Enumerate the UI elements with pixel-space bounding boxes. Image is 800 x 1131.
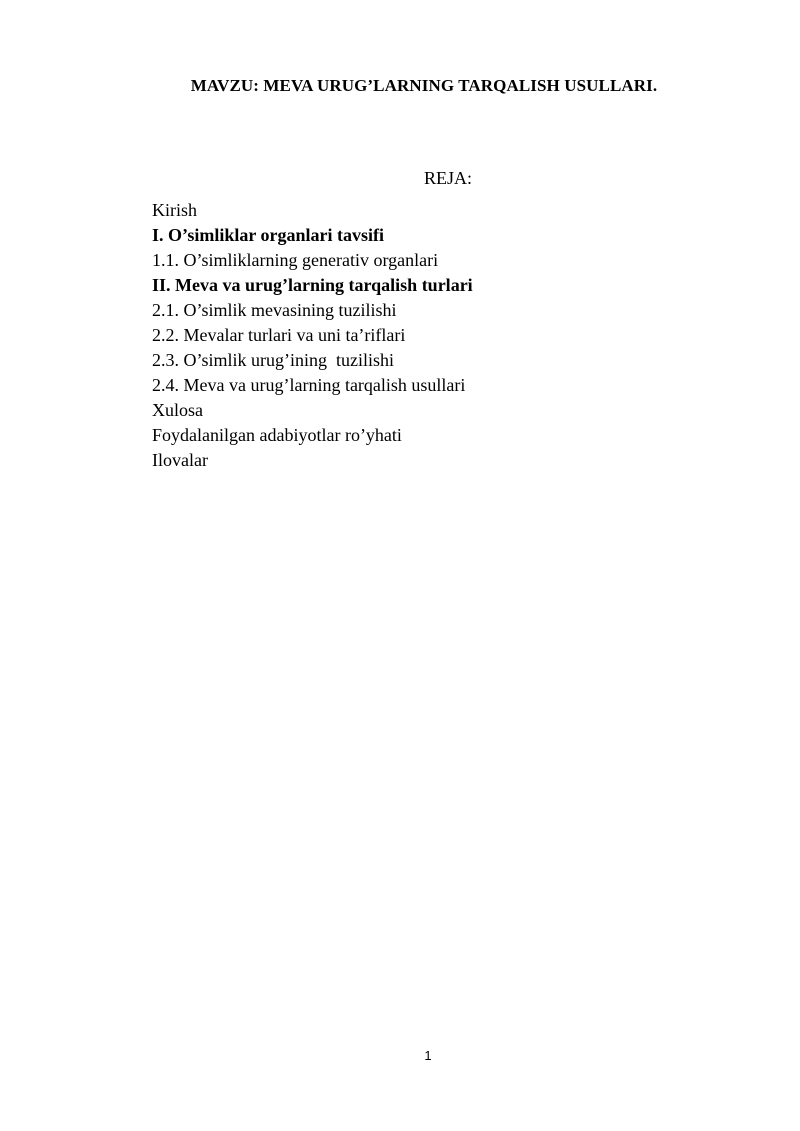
- table-of-contents: [152, 198, 473, 473]
- toc-item-references: Foydalanilgan adabiyotlar ro’yhati: [152, 425, 402, 445]
- document-title: MAVZU: MEVA URUG’LARNING TARQALISH USULLARI.: [190, 76, 658, 95]
- toc-item-2-4: 2.4. Meva va urug’larning tarqalish usullari: [152, 375, 466, 395]
- plan-heading: REJA:: [423, 168, 472, 188]
- toc-section-2: II. Meva va urug’larning tarqalish turlari: [152, 275, 473, 295]
- toc-item-2-3: 2.3. O’simlik urug’ining tuzilishi: [152, 350, 394, 370]
- toc-item-xulosa: Xulosa: [152, 400, 203, 420]
- page-number: 1: [424, 1048, 432, 1063]
- toc-item-1-1: 1.1. O’simliklarning generativ organlari: [152, 250, 439, 270]
- toc-item-2-1: 2.1. O’simlik mevasining tuzilishi: [152, 300, 397, 320]
- toc-item-2-2: 2.2. Mevalar turlari va uni ta’riflari: [152, 325, 406, 345]
- toc-section-1: I. O’simliklar organlari tavsifi: [152, 225, 384, 245]
- toc-item-kirish: Kirish: [152, 200, 197, 220]
- toc-item-appendices: Ilovalar: [152, 450, 208, 470]
